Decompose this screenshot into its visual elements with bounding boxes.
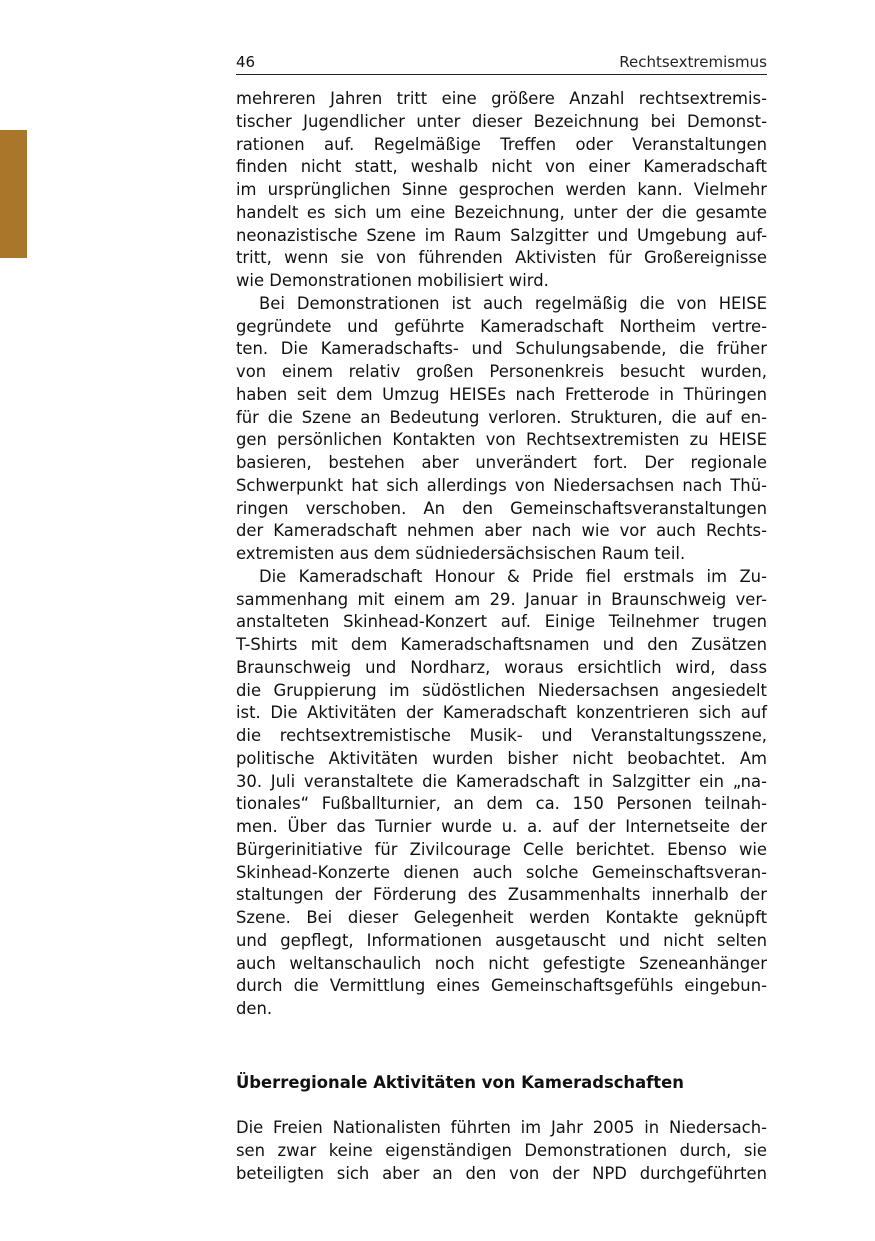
text-line: basieren, bestehen aber unverändert fort. Der regionale xyxy=(236,453,767,472)
text-line: von einem relativ großen Personenkreis besucht wurden, xyxy=(236,362,767,381)
text-line: wie Demonstrationen mobilisiert wird. xyxy=(236,271,549,290)
text-line: gen persönlichen Kontakten von Rechtsextremisten zu HEISE xyxy=(236,430,767,450)
text-line: politische Aktivitäten wurden bisher nicht beobachtet. Am xyxy=(236,748,767,768)
text-line: für die Szene an Bedeutung verloren. Strukturen, die auf en- xyxy=(236,407,767,427)
text-line: gegründete und geführte Kameradschaft Northeim vertre- xyxy=(236,316,767,336)
text-line: neonazistische Szene im Raum Salzgitter und Umgebung auf- xyxy=(236,225,767,245)
text-line: ten. Die Kameradschafts- und Schulungsabende, die früher xyxy=(236,339,767,359)
text-line: 30. Juli veranstaltete die Kameradschaft in Salzgitter ein „na- xyxy=(236,771,767,791)
chapter-tab-marker xyxy=(0,130,27,258)
text-line: anstalteten Skinhead-Konzert auf. Einige Teilnehmer trugen xyxy=(236,612,767,632)
text-line: der Kameradschaft nehmen aber nach wie vor auch Rechts- xyxy=(236,521,767,541)
text-line: ist. Die Aktivitäten der Kameradschaft konzentrieren sich auf xyxy=(236,703,767,723)
text-line: sammenhang mit einem am 29. Januar in Braunschweig ver- xyxy=(236,589,767,609)
text-line: Braunschweig und Nordharz, woraus ersichtlich wird, dass xyxy=(236,657,767,677)
section-heading: Überregionale Aktivitäten von Kameradschaften xyxy=(236,1073,684,1092)
body-text-continued xyxy=(236,1117,767,1185)
text-line: men. Über das Turnier wurde u. a. auf der Internetseite der xyxy=(236,817,767,836)
text-line: auch weltanschaulich noch nicht gefestigte Szeneanhänger xyxy=(236,953,767,973)
text-line: finden nicht statt, weshalb nicht von einer Kameradschaft xyxy=(236,157,767,177)
text-line: Szene. Bei dieser Gelegenheit werden Kontakte geknüpft xyxy=(236,908,767,927)
text-line: Schwerpunkt hat sich allerdings von Niedersachsen nach Thü- xyxy=(236,475,767,495)
text-line: tritt, wenn sie von führenden Aktivisten für Großereignisse xyxy=(236,248,767,268)
text-line: rationen auf. Regelmäßige Treffen oder Veranstaltungen xyxy=(236,134,767,154)
running-title: Rechtsextremismus xyxy=(619,53,767,71)
text-line: die Gruppierung im südöstlichen Niedersachsen angesiedelt xyxy=(236,680,767,700)
text-line: staltungen der Förderung des Zusammenhalts innerhalb der xyxy=(236,885,767,905)
text-line: den. xyxy=(236,999,273,1018)
text-line: sen zwar keine eigenständigen Demonstrationen durch, sie xyxy=(236,1140,767,1160)
body-text xyxy=(236,88,767,1021)
text-line: Die Kameradschaft Honour & Pride fiel erstmals im Zu- xyxy=(259,566,767,586)
page-header xyxy=(236,52,767,75)
page-number: 46 xyxy=(236,53,256,71)
text-line: im ursprünglichen Sinne gesprochen werden kann. Vielmehr xyxy=(236,180,767,199)
text-line: beteiligten sich aber an den von der NPD durchgeführten xyxy=(236,1163,767,1183)
text-line: T-Shirts mit dem Kameradschaftsnamen und den Zusätzen xyxy=(236,635,767,654)
text-line: mehreren Jahren tritt eine größere Anzahl rechtsextremis- xyxy=(236,89,767,108)
text-line: tionales“ Fußballturnier, an dem ca. 150 Personen teilnah- xyxy=(236,794,767,814)
text-line: Bei Demonstrationen ist auch regelmäßig die von HEISE xyxy=(259,293,767,313)
text-line: extremisten aus dem südniedersächsischen Raum teil. xyxy=(236,544,686,563)
text-line: ringen verschoben. An den Gemeinschaftsveranstaltungen xyxy=(236,498,767,518)
text-line: handelt es sich um eine Bezeichnung, unter der die gesamte xyxy=(236,202,767,222)
text-line: durch die Vermittlung eines Gemeinschaftsgefühls eingebun- xyxy=(236,976,767,996)
text-line: Die Freien Nationalisten führten im Jahr 2005 in Niedersach- xyxy=(236,1118,767,1137)
text-line: haben seit dem Umzug HEISEs nach Fretterode in Thüringen xyxy=(236,384,767,404)
text-line: Skinhead-Konzerte dienen auch solche Gemeinschaftsveran- xyxy=(236,862,767,882)
text-line: und gepflegt, Informationen ausgetauscht und nicht selten xyxy=(236,930,767,950)
text-line: tischer Jugendlicher unter dieser Bezeichnung bei Demonst- xyxy=(236,111,767,131)
text-line: die rechtsextremistische Musik- und Veranstaltungsszene, xyxy=(236,726,767,745)
text-line: Bürgerinitiative für Zivilcourage Celle berichtet. Ebenso wie xyxy=(236,839,767,859)
